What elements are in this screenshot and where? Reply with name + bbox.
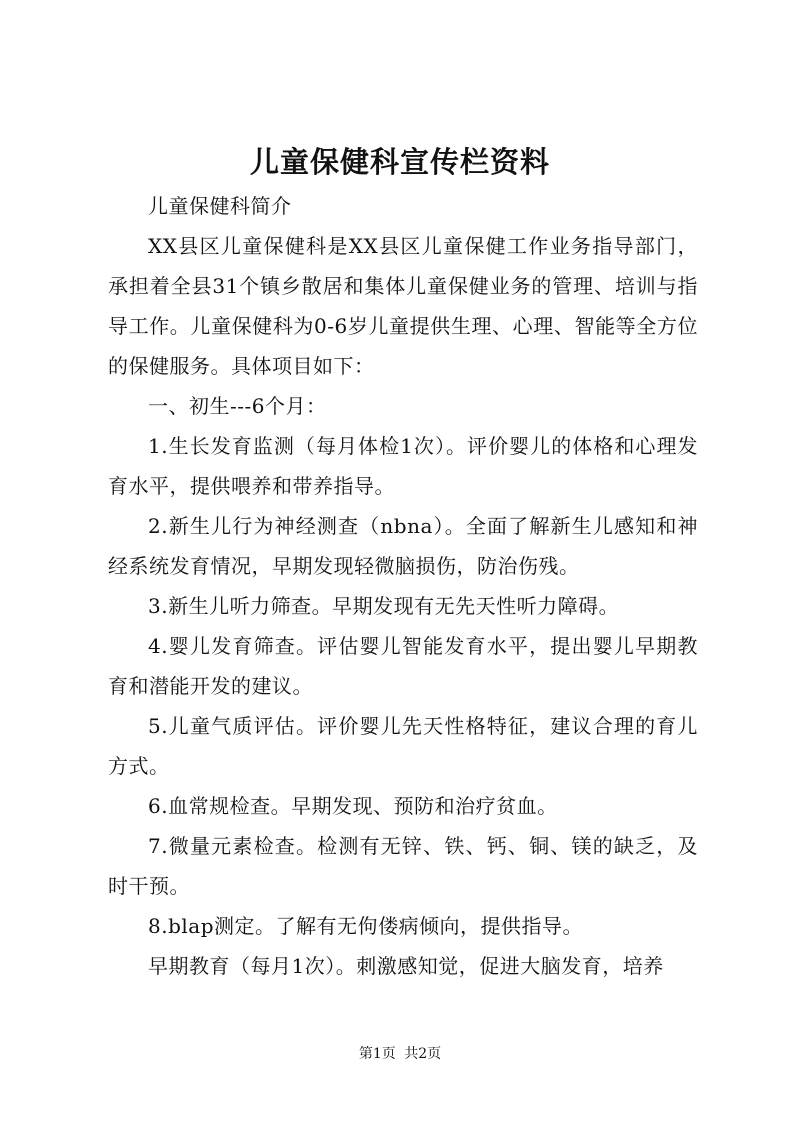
paragraph: XX县区儿童保健科是XX县区儿童保健工作业务指导部门，承担着全县31个镇乡散居和集体儿童保健业务的管理、培训与指导工作。儿童保健科为0-6岁儿童提供生理、心理、智能等全方位的保健服务。具体项目如下：: [108, 234, 698, 378]
page-footer: [0, 1044, 800, 1064]
paragraph: 早期教育（每月1次）。刺激感知觉，促进大脑发育，培养: [148, 954, 664, 978]
page-number: 第1页: [358, 1046, 396, 1062]
paragraph: 一、初生---6个月：: [148, 394, 327, 418]
paragraph: 儿童保健科简介: [148, 194, 292, 218]
document-body: [108, 186, 698, 986]
paragraph: 4.婴儿发育筛查。评估婴儿智能发育水平，提出婴儿早期教育和潜能开发的建议。: [108, 634, 698, 698]
paragraph: 3.新生儿听力筛查。早期发现有无先天性听力障碍。: [148, 594, 620, 618]
paragraph: 7.微量元素检查。检测有无锌、铁、钙、铜、镁的缺乏，及时干预。: [108, 834, 698, 898]
paragraph: 2.新生儿行为神经测查（nbna）。全面了解新生儿感知和神经系统发育情况，早期发现轻微脑损伤，防治伤残。: [108, 514, 698, 578]
paragraph: 5.儿童气质评估。评价婴儿先天性格特征，建议合理的育儿方式。: [108, 714, 698, 778]
paragraph: 8.blap测定。了解有无佝偻病倾向，提供指导。: [148, 914, 584, 938]
paragraph: 6.血常规检查。早期发现、预防和治疗贫血。: [148, 794, 558, 818]
page-total: 共2页: [404, 1046, 442, 1062]
paragraph: 1.生长发育监测（每月体检1次）。评价婴儿的体格和心理发育水平，提供喂养和带养指导。: [108, 434, 698, 498]
document-title: 儿童保健科宣传栏资料: [249, 145, 550, 179]
